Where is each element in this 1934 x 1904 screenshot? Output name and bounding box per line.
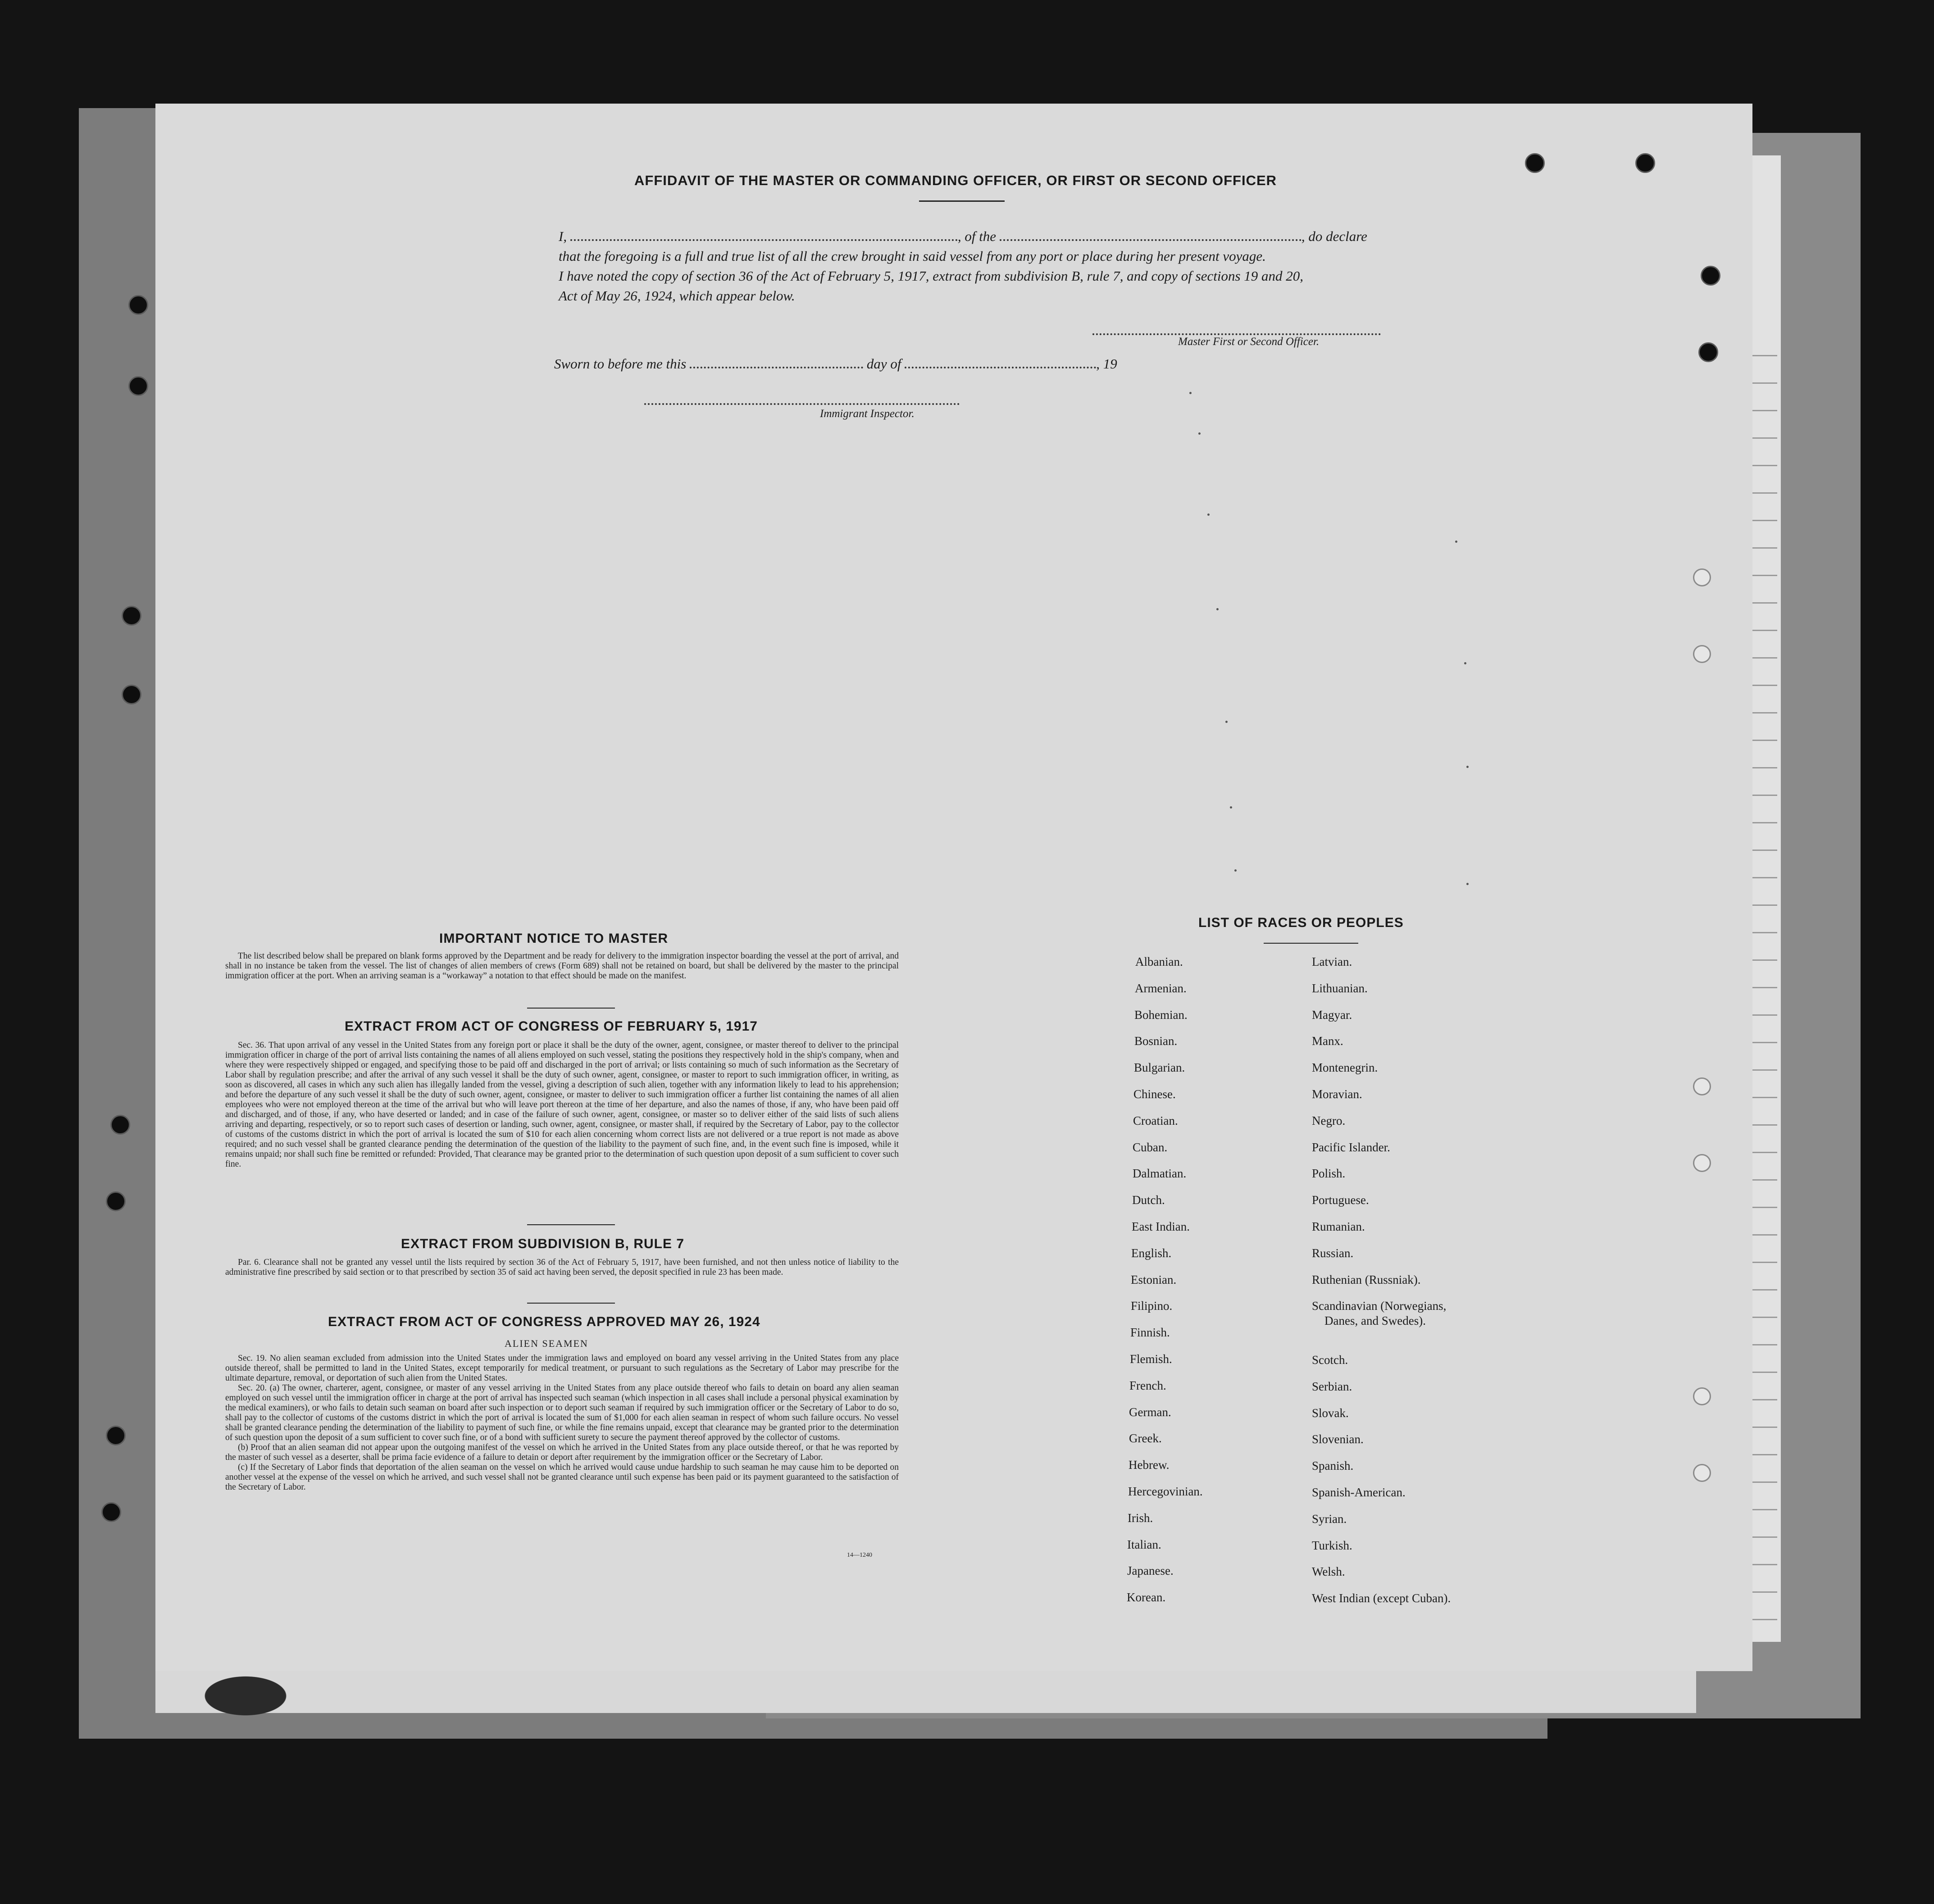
race-item: Montenegrin.	[1312, 1061, 1378, 1074]
paper-speck	[1466, 883, 1469, 885]
reinforcement-ring	[1693, 1154, 1711, 1172]
notice-text: The list described below shall be prepared on blank forms approved by the Department and be ready for delivery to the immigration inspector boarding the vessel at the port of arrival, and shall in no instance be taken from the vessel. The list of changes of alien members of crews (Form 689) shall not be retained on board, but shall be delivered by the master to the principal immigration officer at the port. When an arriving seaman is a “workaway” a notation to that effect should be made on the manifest.	[225, 951, 899, 981]
race-item: Greek.	[1129, 1431, 1162, 1445]
race-item: Negro.	[1312, 1114, 1346, 1127]
master-signature-label: Master First or Second Officer.	[1178, 336, 1320, 348]
affidavit-i: I,	[559, 228, 567, 244]
race-item: Italian.	[1127, 1538, 1161, 1551]
inspector-signature-label: Immigrant Inspector.	[820, 408, 915, 420]
races-title: LIST OF RACES OR PEOPLES	[1198, 915, 1404, 930]
race-item: Hercegovinian.	[1128, 1485, 1203, 1498]
sworn-label: Sworn to before me this	[554, 356, 687, 372]
race-item: Turkish.	[1312, 1539, 1352, 1552]
race-item: Serbian.	[1312, 1380, 1352, 1393]
reinforcement-ring	[1693, 1464, 1711, 1482]
race-item: Spanish-American.	[1312, 1486, 1406, 1499]
section-divider	[527, 1303, 615, 1304]
race-item: Dalmatian.	[1133, 1167, 1187, 1180]
race-item: Scotch.	[1312, 1353, 1348, 1367]
race-item: Cuban.	[1133, 1141, 1168, 1154]
alien-seamen-subtitle: ALIEN SEAMEN	[505, 1338, 588, 1349]
reinforcement-ring	[1693, 1387, 1711, 1405]
notice-body	[225, 951, 899, 981]
paper-speck	[1198, 432, 1201, 435]
affidavit-line-3: I have noted the copy of section 36 of the Act of February 5, 1917, extract from subdivision B, rule 7, and copy of sections 19 and 20,	[559, 268, 1304, 284]
title-divider	[919, 200, 1005, 202]
race-item: Russian.	[1312, 1246, 1354, 1260]
race-item: Slovak.	[1312, 1406, 1349, 1420]
race-item: Bohemian.	[1134, 1008, 1188, 1022]
race-item: Finnish.	[1130, 1326, 1170, 1339]
affidavit-line-4: Act of May 26, 1924, which appear below.	[559, 288, 795, 304]
paper-speck	[1207, 513, 1210, 516]
race-item: Polish.	[1312, 1167, 1346, 1180]
race-item: French.	[1129, 1379, 1166, 1392]
month-blank	[905, 356, 1096, 368]
race-item: West Indian (except Cuban).	[1312, 1591, 1451, 1605]
seal-rosette	[194, 1671, 297, 1721]
extract-1924-title: EXTRACT FROM ACT OF CONGRESS APPROVED MAY 26, 1924	[328, 1314, 760, 1329]
race-item: Rumanian.	[1312, 1220, 1365, 1233]
race-item: Ruthenian (Russniak).	[1312, 1273, 1421, 1286]
race-item: Hebrew.	[1129, 1458, 1170, 1472]
affidavit-declare: , do declare	[1301, 228, 1367, 244]
day-of-label: day of	[866, 356, 901, 372]
paper-speck	[1466, 766, 1469, 768]
affidavit-title: AFFIDAVIT OF THE MASTER OR COMMANDING OFFICER, OR FIRST OR SECOND OFFICER	[634, 173, 1277, 188]
binder-hole	[110, 1115, 130, 1135]
par-6-text: Par. 6. Clearance shall not be granted any vessel until the lists required by section 36 of the Act of February 5, 1917, have been furnished, and not then unless notice of liability to the administrative fine prescribed by said section or to that prescribed by section 35 of said act having been served, the deposit specified in rule 23 has been made.	[225, 1258, 899, 1277]
race-item: Armenian.	[1135, 982, 1187, 995]
extract-1917-body	[225, 1041, 899, 1169]
binder-hole	[106, 1191, 126, 1211]
paper-speck	[1230, 806, 1232, 809]
sec-19-text: Sec. 19. No alien seaman excluded from admission into the United States under the immigration laws and employed on board any vessel arriving in the United States from any place outside thereof, shall be permitted to land in the United States, except temporarily for medical treatment, or pursuant to such regulations as the Secretary of Labor may prescribe for the ultimate departure, removal, or deportation of such alien from the United States.	[225, 1354, 899, 1383]
race-item: Syrian.	[1312, 1512, 1347, 1526]
races-divider	[1264, 943, 1358, 944]
affidavit-body	[559, 227, 1406, 306]
paper-speck	[1234, 869, 1237, 872]
race-item: Slovenian.	[1312, 1432, 1364, 1446]
race-item: Albanian.	[1135, 955, 1183, 968]
race-item: Filipino.	[1131, 1299, 1173, 1313]
binder-hole	[101, 1502, 121, 1522]
race-item: Latvian.	[1312, 955, 1352, 968]
reinforcement-ring	[1693, 645, 1711, 663]
binder-hole	[122, 685, 141, 704]
race-item: Moravian.	[1312, 1087, 1362, 1101]
affidavit-of-the: , of the	[957, 228, 997, 244]
race-item: Croatian.	[1133, 1114, 1178, 1127]
paper-speck	[1455, 541, 1457, 543]
notice-title: IMPORTANT NOTICE TO MASTER	[439, 931, 669, 946]
name-blank	[570, 228, 958, 241]
race-item: Chinese.	[1133, 1087, 1176, 1101]
race-item: German.	[1129, 1405, 1171, 1419]
binder-hole	[106, 1426, 126, 1445]
extract-1917-title: EXTRACT FROM ACT OF CONGRESS OF FEBRUARY 5, 1917	[345, 1019, 758, 1034]
binder-hole	[1698, 342, 1718, 362]
race-item: Bosnian.	[1134, 1034, 1178, 1048]
binder-hole	[128, 295, 148, 315]
race-item: Lithuanian.	[1312, 982, 1368, 995]
race-item: Magyar.	[1312, 1008, 1352, 1022]
master-signature-line	[1092, 333, 1381, 335]
race-item: Scandinavian (Norwegians,	[1312, 1299, 1447, 1313]
paper-speck	[1216, 608, 1219, 610]
binder-hole	[1635, 153, 1655, 173]
race-item: Manx.	[1312, 1034, 1343, 1048]
sec-20c-text: (c) If the Secretary of Labor finds that deportation of the alien seaman on the vessel on which he arrived would cause undue hardship to such seaman he may cause him to be deported on another vessel at the expense of the vessel on which he arrived, and such vessel shall not be granted clearance until such expense has been paid or its payment guaranteed to the satisfaction of the Secretary of Labor.	[225, 1463, 899, 1492]
race-item: Japanese.	[1127, 1564, 1174, 1577]
form-number: 14—1240	[847, 1552, 872, 1559]
inspector-signature-line	[644, 403, 960, 405]
reinforcement-ring	[1693, 1077, 1711, 1095]
section-36-text: Sec. 36. That upon arrival of any vessel in the United States from any foreign port or place it shall be the duty of the owner, agent, consignee, or master thereof to deliver to the principal immigration officer in charge of the port of arrival lists containing the names of all aliens employed on such vessel, stating the positions they respectively hold in the ship's company, when and where they were respectively shipped or engaged, and specifying those to be paid off and discharged in the port of arrival; or lists containing so much of such information as the Secretary of Labor shall by regulation prescribe; and after the arrival of any such vessel it shall be the duty of such owner, agent, consignee, or master to report to such immigration officer, in writing, as soon as discovered, all cases in which any such alien has illegally landed from the vessel, giving a description of such alien, together with any information likely to lead to his apprehension; and before the departure of any such vessel it shall be the duty of such owner, agent, consignee, or master to deliver to such immigration officer a further list containing the names of all alien employees who were not employed thereon at the time of the arrival but who will leave port thereon at the time of her departure, and also the names of those, if any, who have been paid off and discharged, and of those, if any, who have deserted or landed; and in case of the failure of such owner, agent, consignee, or master so to deliver either of the said lists of such aliens arriving and departing, respectively, or so to report such cases of desertion or landing, such owner, agent, consignee, or master shall, if required by the Secretary of Labor, pay to the collector of customs of the customs district in which the port of arrival is located the sum of $10 for each alien concerning whom correct lists are not delivered or a true report is not made as above required; and no such vessel shall be granted clearance pending the determination of the question of the liability to the payment of such fine, and, in the event such fine is imposed, while it remains unpaid; nor shall such fine be remitted or refunded: Provided, That clearance may be granted prior to the determination of such question upon deposit of a sum sufficient to cover such fine.	[225, 1041, 899, 1169]
paper-speck	[1225, 721, 1228, 723]
race-item: Dutch.	[1132, 1193, 1165, 1207]
paper-speck	[1464, 662, 1466, 664]
binder-hole	[122, 606, 141, 626]
extract-rule7-title: EXTRACT FROM SUBDIVISION B, RULE 7	[401, 1236, 685, 1251]
binder-hole	[1525, 153, 1545, 173]
race-item: Korean.	[1127, 1590, 1166, 1604]
sec-20b-text: (b) Proof that an alien seaman did not appear upon the outgoing manifest of the vessel on which he arrived in the United States from any place outside thereof, or that he was reported by the master of such vessel as a deserter, shall be prima facie evidence of a failure to detain or deport after requirement by the immigration officer or the Secretary of Labor.	[225, 1443, 899, 1462]
affidavit-line-2: that the foregoing is a full and true list of all the crew brought in said vessel from any port or place during her present voyage.	[559, 248, 1266, 264]
race-item: East Indian.	[1132, 1220, 1190, 1233]
race-item: Irish.	[1128, 1511, 1153, 1525]
binder-hole	[1701, 266, 1720, 286]
reinforcement-ring	[1693, 568, 1711, 586]
paper-speck	[1189, 392, 1192, 394]
sworn-line	[554, 356, 1117, 372]
binder-hole	[128, 376, 148, 396]
section-divider	[527, 1224, 615, 1225]
day-blank	[690, 356, 863, 368]
race-item: Welsh.	[1312, 1565, 1345, 1578]
sec-20a-text: Sec. 20. (a) The owner, charterer, agent, consignee, or master of any vessel arriving in the United States from any place outside thereof who fails to detain on board any alien seaman employed on such vessel until the immigration officer in charge at the port of arrival has inspected such seaman (which inspection in all cases shall include a personal physical examination by the medical examiners), or who fails to detain such seaman on board after such inspection or to deport such seaman if required by such immigration officer or the Secretary of Labor to do so, shall pay to the collector of customs of the customs district in which the port of arrival is located the sum of $1,000 for each alien seaman in respect of whom such failure occurs. No vessel shall be granted clearance pending the determination of the liability to payment of such fine, or while the fine remains unpaid, except that clearance may be granted prior to the determination of such question upon the deposit of a sum sufficient to cover such fine, or of a bond with sufficient surety to secure the payment thereof approved by the collector of customs.	[225, 1383, 899, 1442]
race-item: English.	[1131, 1246, 1172, 1260]
race-item: Spanish.	[1312, 1459, 1354, 1472]
section-divider	[527, 1008, 615, 1009]
race-item: Bulgarian.	[1134, 1061, 1185, 1074]
vessel-blank	[1000, 228, 1301, 241]
extract-1924-body	[225, 1354, 899, 1492]
race-item: Danes, and Swedes).	[1324, 1314, 1426, 1327]
year-prefix: , 19	[1096, 356, 1117, 372]
race-item: Portuguese.	[1312, 1193, 1369, 1207]
race-item: Estonian.	[1131, 1273, 1177, 1286]
race-item: Pacific Islander.	[1312, 1141, 1390, 1154]
extract-rule7-body	[225, 1258, 899, 1277]
race-item: Flemish.	[1130, 1352, 1172, 1366]
